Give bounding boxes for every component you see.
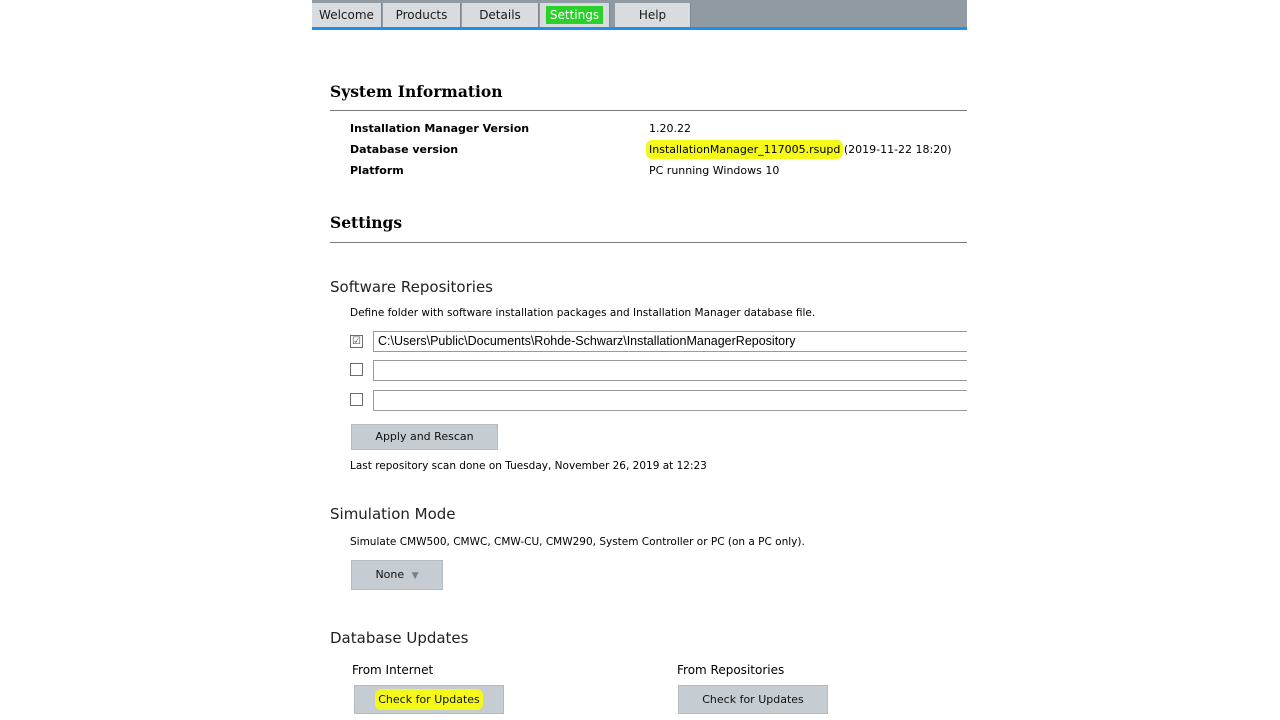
repositories-description: Define folder with software installation packages and Installation Manager database file. — [350, 307, 816, 319]
tab-products-label: Products — [395, 8, 448, 22]
repository-3-path-input[interactable] — [373, 390, 967, 411]
simulation-description: Simulate CMW500, CMWC, CMW-CU, CMW290, System Controller or PC (on a PC only). — [350, 536, 805, 548]
simulation-selected-value: None — [375, 568, 405, 581]
apply-and-rescan-button[interactable]: Apply and Rescan — [351, 424, 498, 450]
database-updates-heading: Database Updates — [330, 629, 469, 647]
installation-manager-window — [312, 0, 967, 720]
check-updates-repositories-button[interactable]: Check for Updates — [678, 685, 828, 714]
database-version-label: Database version — [350, 143, 459, 156]
tab-settings[interactable] — [540, 3, 610, 27]
platform-label: Platform — [350, 164, 404, 177]
check-updates-internet-label: Check for Updates — [378, 693, 480, 706]
tab-settings-label: Settings — [546, 6, 603, 24]
system-information-heading: System Information — [330, 82, 503, 101]
repository-2-checkbox[interactable] — [350, 363, 363, 376]
tab-welcome[interactable] — [312, 3, 382, 27]
database-date: (2019-11-22 18:20) — [840, 143, 952, 156]
software-repositories-heading: Software Repositories — [330, 278, 493, 296]
last-scan-status: Last repository scan done on Tuesday, November 26, 2019 at 12:23 — [350, 460, 707, 472]
chevron-down-icon: ▼ — [411, 571, 419, 581]
divider — [330, 242, 967, 243]
tab-details[interactable] — [462, 3, 539, 27]
version-value: 1.20.22 — [649, 122, 691, 135]
settings-heading: Settings — [330, 213, 403, 232]
repository-3-checkbox[interactable] — [350, 393, 363, 406]
platform-value: PC running Windows 10 — [649, 164, 780, 177]
version-label: Installation Manager Version — [350, 122, 530, 135]
check-updates-internet-button[interactable] — [354, 685, 504, 714]
from-internet-label: From Internet — [352, 663, 434, 677]
tab-products[interactable] — [383, 3, 461, 27]
simulation-mode-heading: Simulation Mode — [330, 505, 456, 523]
tab-bar — [312, 0, 967, 30]
repository-1-path-input[interactable]: C:\Users\Public\Documents\Rohde-Schwarz\InstallationManagerRepository — [373, 331, 967, 352]
simulation-mode-dropdown[interactable] — [351, 560, 443, 590]
tab-help-label: Help — [638, 8, 667, 22]
tab-welcome-label: Welcome — [319, 8, 374, 22]
tab-help[interactable] — [615, 3, 691, 27]
divider — [330, 110, 967, 111]
database-file-name: InstallationManager_117005.rsupd — [649, 143, 841, 156]
database-version-value — [649, 143, 952, 156]
repository-2-path-input[interactable] — [373, 360, 967, 381]
from-repositories-label: From Repositories — [677, 663, 785, 677]
repository-1-checkbox[interactable]: ☑ — [350, 335, 363, 348]
tab-details-label: Details — [479, 8, 521, 22]
